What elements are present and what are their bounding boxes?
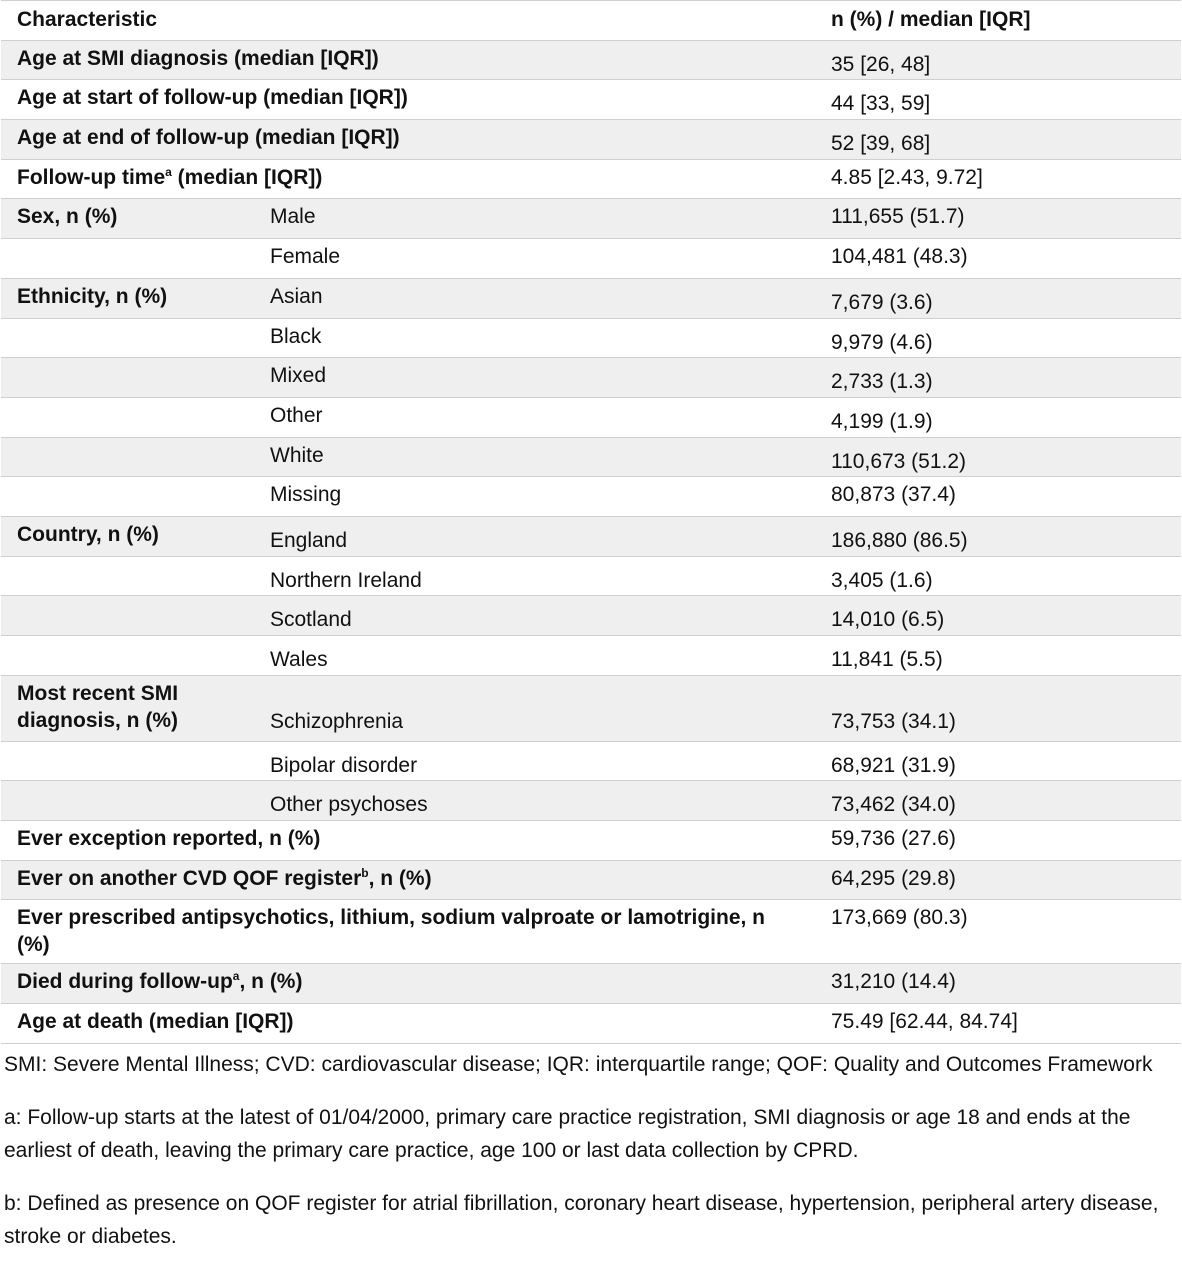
row-value: 3,405 (1.6) [831, 568, 933, 592]
row-sub-label: Missing [270, 483, 342, 507]
row-value: 111,655 (51.7) [831, 205, 965, 229]
row-value: 73,462 (34.0) [831, 793, 956, 817]
table-row [1, 781, 1181, 821]
row-value: 75.49 [62.44, 84.74] [831, 1010, 1018, 1034]
row-group-label: Most recent SMI diagnosis, n (%) [17, 681, 179, 732]
table-row [1, 596, 1181, 636]
row-group-label: Sex, n (%) [17, 205, 118, 229]
row-sub-label: Black [270, 324, 322, 348]
row-group-label: Ethnicity, n (%) [17, 284, 168, 308]
table-row [1, 1004, 1181, 1044]
row-value: 110,673 (51.2) [831, 449, 967, 473]
row-label: Age at start of follow-up (median [IQR]) [17, 86, 408, 110]
row-label: Age at end of follow-up (median [IQR]) [17, 126, 400, 150]
row-group-label: Country, n (%) [17, 522, 159, 546]
table-row [1, 239, 1181, 279]
row-sub-label: Other [270, 403, 323, 427]
table-header-row [1, 1, 1181, 41]
table-row [1, 675, 1181, 741]
row-value: 31,210 (14.4) [831, 970, 956, 994]
row-label: Age at death (median [IQR]) [17, 1010, 294, 1034]
row-value: 7,679 (3.6) [831, 290, 933, 314]
row-value: 173,669 (80.3) [831, 906, 968, 930]
row-label: Follow-up time$^a$ (median [IQR]) [17, 164, 323, 189]
table-row [1, 636, 1181, 676]
row-value: 68,921 (31.9) [831, 753, 956, 777]
row-value: 14,010 (6.5) [831, 608, 945, 632]
table-row [1, 397, 1181, 437]
table-row [1, 900, 1181, 964]
row-sub-label: Asian [270, 284, 323, 308]
table-row [1, 437, 1181, 477]
row-value: 59,736 (27.6) [831, 827, 956, 851]
footnote-marker: a [165, 164, 172, 179]
table-row [1, 556, 1181, 596]
row-sub-label: White [270, 443, 324, 467]
row-label: Died during follow-$up^a$, n (%) [17, 969, 303, 994]
row-sub-label: Other psychoses [270, 793, 428, 817]
row-sub-label: Wales [270, 648, 328, 671]
table-row [1, 278, 1181, 318]
row-sub-label: Bipolar disorder [270, 753, 418, 777]
table-row [1, 80, 1181, 120]
row-sub-label: Scotland [270, 608, 352, 632]
footnote-marker: b [361, 865, 369, 880]
row-value: 4,199 (1.9) [831, 409, 933, 433]
row-sub-label: Male [270, 205, 316, 229]
table-row [1, 821, 1181, 861]
row-value: 186,880 (86.5) [831, 528, 968, 552]
row-sub-label: England [270, 528, 348, 552]
row-value: 9,979 (4.6) [831, 330, 933, 354]
row-sub-label: Female [270, 245, 341, 269]
row-value: 4.85 [2.43, 9.72] [831, 165, 983, 189]
table-row [1, 516, 1181, 556]
characteristics-table [1, 0, 1181, 1044]
row-value: 80,873 (37.4) [831, 483, 956, 507]
row-sub-label: Schizophrenia [270, 709, 404, 733]
row-value: 2,733 (1.3) [831, 370, 933, 394]
row-label: Ever prescribed antipsychotics, lithium, sodium valproate or lamotrigine, n (%) [17, 906, 766, 957]
row-value: 73,753 (34.1) [831, 709, 956, 733]
row-sub-label: Mixed [270, 364, 327, 388]
footnote-b: b: Defined as presence on QOF register for atrial fibrillation, coronary heart disease, hypertension, peripheral artery disease, stroke or diabetes. [4, 1191, 1159, 1248]
table-row [1, 199, 1181, 239]
abbreviations-note: SMI: Severe Mental Illness; CVD: cardiovascular disease; IQR: interquartile range; QOF: Quality and Outcomes Framework [4, 1052, 1153, 1076]
row-value: 11,841 (5.5) [831, 648, 943, 671]
row-value: 44 [33, 59] [831, 92, 931, 116]
row-value: 52 [39, 68] [831, 132, 931, 156]
row-sub-label: Northern Ireland [270, 568, 422, 592]
row-label: Ever on another CVD QOF register$^b$, n (%) [17, 865, 432, 890]
header-characteristic: Characteristic [1, 1, 815, 41]
table-row [1, 741, 1181, 781]
footnote-a: a: Follow-up starts at the latest of 01/04/2000, primary care practice registration, SMI diagnosis or age 18 and ends at the earliest of death, leaving the primary care practice, age 100 or last data collection by CPRD. [4, 1105, 1131, 1162]
row-value: 35 [26, 48] [831, 52, 931, 76]
table-row [1, 964, 1181, 1004]
row-label: Ever exception reported, n (%) [17, 827, 321, 851]
table-row [1, 358, 1181, 398]
table-row [1, 159, 1181, 199]
table-row [1, 40, 1181, 80]
table-footnotes [0, 1044, 1182, 1253]
table-row [1, 477, 1181, 517]
table-row [1, 318, 1181, 358]
table-row [1, 120, 1181, 160]
row-value: 104,481 (48.3) [831, 245, 968, 269]
table-row [1, 860, 1181, 900]
row-value: 64,295 (29.8) [831, 866, 956, 890]
row-label: Age at SMI diagnosis (median [IQR]) [17, 46, 379, 70]
header-value: n (%) / median [IQR] [815, 1, 1181, 41]
footnote-marker: a [232, 969, 240, 984]
